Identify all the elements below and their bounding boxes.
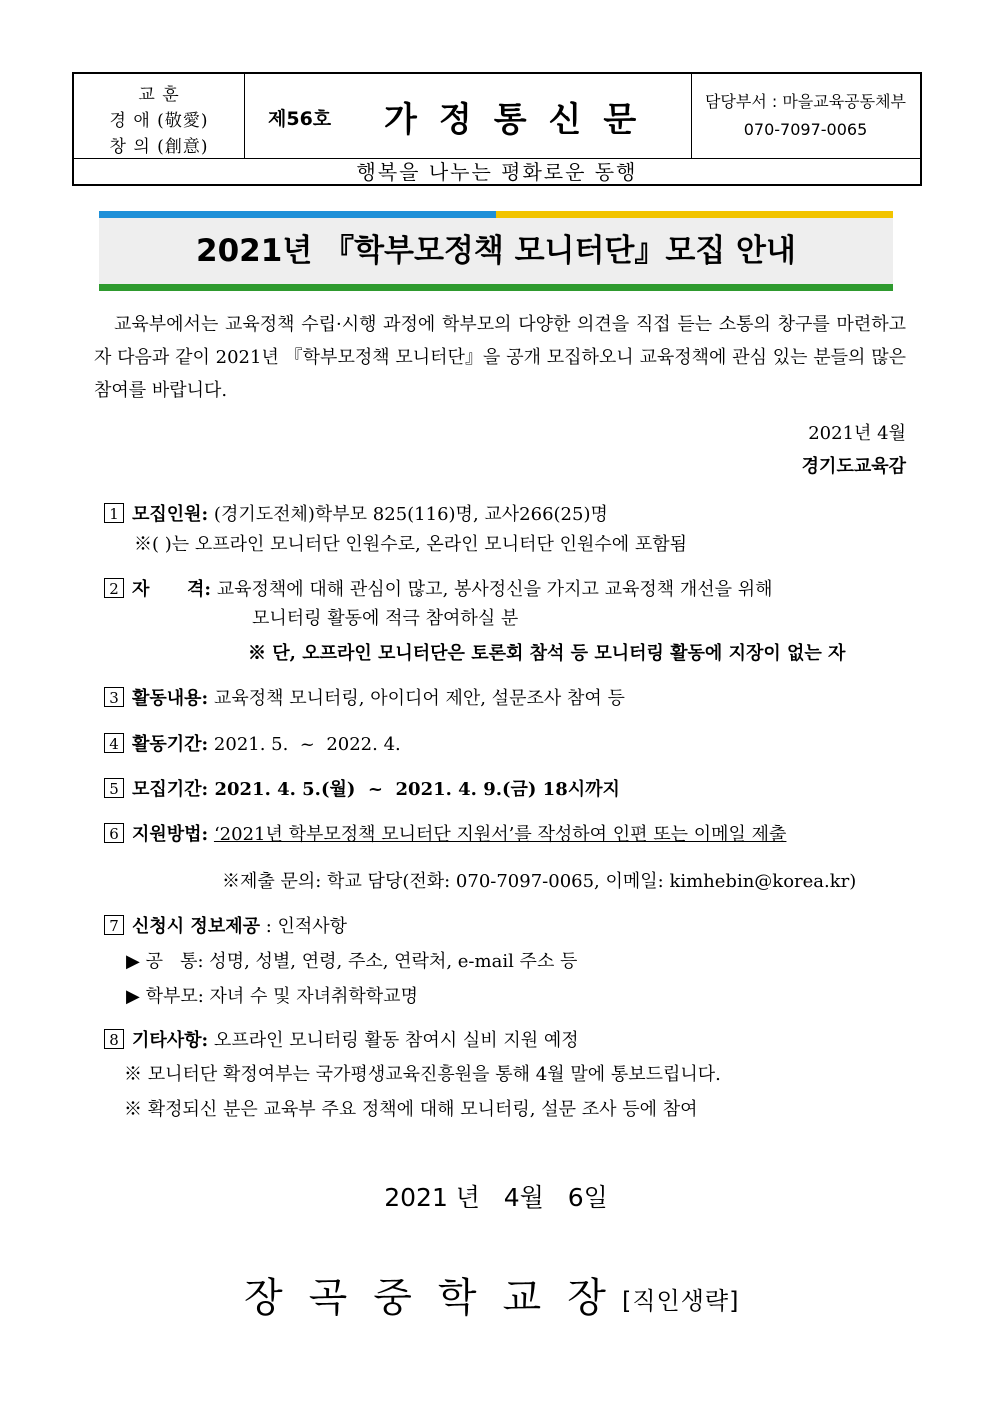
item-text: ‘2021년 학부모정책 모니터단 지원서’를 작성하여 인편 또는 이메일 제출 (213, 824, 787, 845)
item-text: 2021. 4. 5.(월) ~ 2021. 4. 9.(금) 18시까지 (208, 779, 620, 800)
item-text: 2021. 5. ~ 2022. 4. (208, 734, 401, 755)
item-note: ※ 단, 오프라인 모니터단은 토론회 참석 등 모니터링 활동에 지장이 없는 자 (248, 643, 846, 664)
seal-omitted: [직인생략] (622, 1287, 740, 1315)
item-number: 1 (104, 503, 124, 523)
banner-title: 2021년 『학부모정책 모니터단』모집 안내 (196, 233, 796, 269)
principal-signature: 장곡중학교장 (244, 1275, 632, 1321)
bullet-parent (126, 982, 418, 1008)
issue-number: 제56호 (268, 108, 332, 130)
item-recruit-count (104, 500, 608, 526)
item-label: 모집인원: (132, 504, 209, 525)
item-other (104, 1026, 579, 1052)
bullet-text: 자녀 수 및 자녀취학학교명 (203, 986, 418, 1007)
item-number: 6 (104, 823, 124, 843)
bullet-text: 성명, 성별, 연령, 주소, 연락처, e-mail 주소 등 (203, 951, 578, 972)
department: 담당부서 : 마을교육공동체부 (704, 92, 907, 111)
newsletter-header (72, 72, 922, 186)
item-number: 2 (104, 578, 124, 598)
item-label: 지원방법: (132, 824, 209, 845)
item-note: ※( )는 오프라인 모니터단 인원수로, 온라인 모니터단 인원수에 포함됨 (134, 534, 688, 555)
bullet-label: ▶ 학부모: (126, 986, 204, 1007)
item-number: 4 (104, 733, 124, 753)
item-label: 자 격: (132, 579, 212, 600)
item-qualification (104, 575, 773, 601)
item-note: ※ 모니터단 확정여부는 국가평생교육진흥원을 통해 4월 말에 통보드립니다. (124, 1064, 721, 1085)
title-cell (244, 74, 692, 158)
department-phone: 070-7097-0065 (743, 120, 868, 139)
banner-bar-yellow (496, 211, 893, 218)
motto-title: 교 훈 (138, 85, 180, 105)
banner-bar-blue (99, 211, 496, 218)
item-number: 8 (104, 1029, 124, 1049)
slogan: 행복을 나누는 평화로운 동행 (356, 160, 638, 184)
banner-bar-green (99, 284, 893, 291)
item-text: (경기도전체)학부모 825(116)명, 교사266(25)명 (208, 504, 608, 525)
item-text: 교육정책 모니터링, 아이디어 제안, 설문조사 참여 등 (208, 688, 625, 709)
item-text: 오프라인 모니터링 활동 참여시 실비 지원 예정 (208, 1030, 579, 1051)
item-activity-period (104, 730, 401, 756)
header-row (74, 74, 920, 159)
item-label: 신청시 정보제공 (132, 916, 260, 937)
motto-line-1: 경 애 (敬愛) (109, 111, 209, 131)
item-activity-content (104, 684, 625, 710)
item-info-provided (104, 912, 347, 938)
bullet-label: ▶ 공 통: (126, 951, 204, 972)
item-text: : 인적사항 (259, 916, 348, 937)
issuer-name: 경기도교육감 (801, 456, 906, 477)
item-number: 5 (104, 778, 124, 798)
issue-date: 2021년 4월 (808, 423, 906, 444)
item-text-continued: 모니터링 활동에 적극 참여하실 분 (252, 608, 519, 629)
notice-date: 2021 년 4월 6일 (384, 1183, 608, 1212)
item-number: 7 (104, 915, 124, 935)
contact-cell (691, 74, 920, 158)
item-apply-method (104, 820, 786, 846)
newsletter-title: 가정통신문 (384, 100, 659, 140)
item-number: 3 (104, 687, 124, 707)
intro-paragraph: 교육부에서는 교육정책 수립·시행 과정에 학부모의 다양한 의견을 직접 듣는 소통의 창구를 마련하고자 다음과 같이 2021년 『학부모정책 모니터단』을 공개 모집하오니 교육정책에 관심 있는 분들의 많은 참여를 바랍니다. (94, 314, 906, 401)
item-label: 활동기간: (132, 734, 209, 755)
school-motto-cell (74, 74, 245, 158)
item-text: 교육정책에 대해 관심이 많고, 봉사정신을 가지고 교육정책 개선을 위해 (211, 579, 773, 600)
item-label: 기타사항: (132, 1030, 209, 1051)
bullet-common (126, 947, 577, 973)
item-note-2: ※ 확정되신 분은 교육부 주요 정책에 대해 모니터링, 설문 조사 등에 참여 (124, 1099, 698, 1120)
item-note: ※제출 문의: 학교 담당(전화: 070-7097-0065, 이메일: kimhebin@korea.kr) (222, 871, 857, 892)
motto-line-2: 창 의 (創意) (109, 137, 209, 157)
item-recruit-period (104, 775, 620, 801)
item-label: 활동내용: (132, 688, 209, 709)
item-label: 모집기간: (132, 779, 209, 800)
